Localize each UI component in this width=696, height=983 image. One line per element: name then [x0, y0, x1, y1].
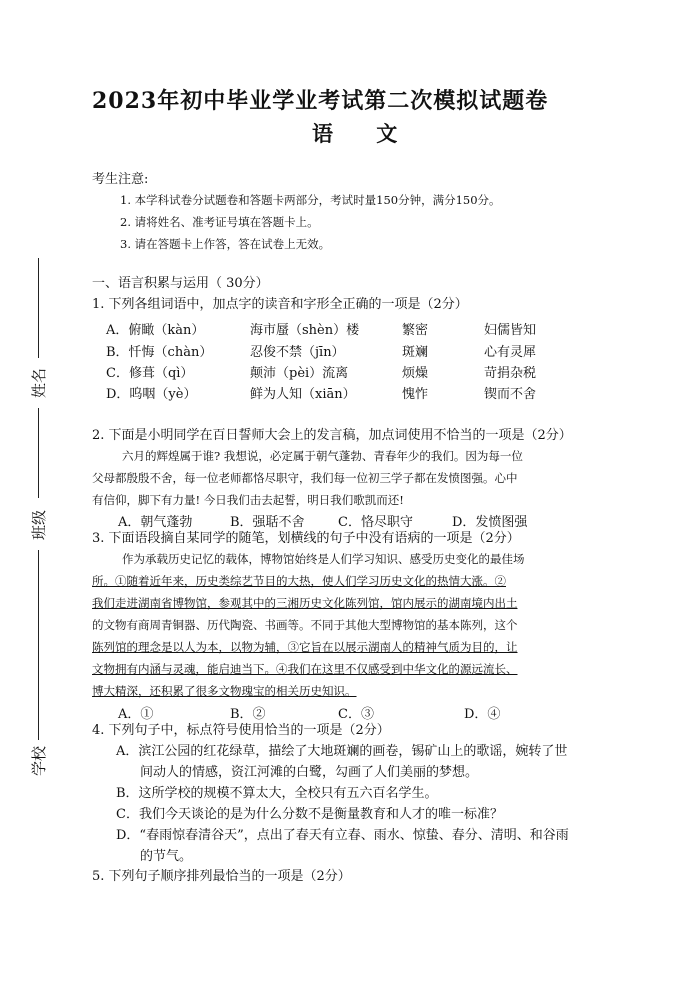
q1-option-a-word3: 繁密	[402, 323, 429, 338]
q4-option-b: B．这所学校的规模不算太大，全校只有五六百名学生。	[116, 786, 438, 801]
q3-option-b: B．②	[230, 707, 266, 722]
name-label: 姓名	[30, 367, 48, 398]
margin-line	[38, 550, 39, 740]
q1-option-d-word2: 鲜为人知（xiān）	[250, 387, 356, 402]
section-heading: 一、语言积累与运用（ 30分）	[92, 276, 269, 291]
q3-option-c: C．③	[338, 707, 374, 722]
q2-option-b: B．强聒不舍	[230, 515, 305, 530]
q1-option-c-word1: C．修葺（qì）	[106, 366, 194, 381]
q2-option-c: C．恪尽职守	[338, 515, 413, 530]
q3-option-d: D．④	[464, 707, 501, 722]
q1-option-c-word3: 烦燥	[402, 366, 429, 381]
q3-passage-line: 陈列馆的理念是以人为本，以物为辅，③它旨在以展示湖南人的精神气质为目的，让	[92, 640, 518, 654]
notice-item: 3. 请在答题卡上作答，答在试卷上无效。	[120, 237, 331, 251]
q4-option-a-line: A．滨江公园的红花绿草，描绘了大地斑斓的画卷，锡矿山上的歌谣，婉转了世	[116, 744, 568, 759]
q2-passage-line: 有信仰，脚下有力量! 今日我们击去起誓，明日我们歌凯而还!	[92, 493, 404, 507]
q4-option-d-line: D．“春雨惊春清谷天”，点出了春天有立春、雨水、惊蛰、春分、清明、和谷雨	[116, 828, 569, 843]
question-4-stem: 4. 下列句子中，标点符号使用恰当的一项是（2分）	[92, 723, 390, 738]
q3-passage-line: 的文物有商周青铜器、历代陶瓷、书画等。不同于其他大型博物馆的基本陈列，这个	[92, 618, 518, 632]
q1-option-a-word2: 海市蜃（shèn）楼	[250, 323, 360, 338]
q3-option-a: A．①	[118, 707, 154, 722]
q3-passage-line: 博大精深，还积累了很多文物瑰宝的相关历史知识。	[92, 684, 357, 698]
q3-passage-line: 作为承载历史记忆的载体，博物馆始终是人们学习知识、感受历史变化的最佳场	[122, 552, 525, 566]
margin-line	[38, 408, 39, 498]
school-label: 学校	[30, 745, 48, 776]
q1-option-c-word2: 颠沛（pèi）流离	[250, 366, 349, 381]
q3-passage-line: 所。①随着近年来，历史类综艺节目的大热，使人们学习历史文化的热情大涨。②	[92, 574, 506, 588]
q1-option-b-word4: 心有灵犀	[484, 345, 537, 360]
subject-title: 语 文	[312, 121, 416, 146]
question-2-stem: 2. 下面是小明同学在百日誓师大会上的发言稿，加点词使用不恰当的一项是（2分）	[92, 428, 572, 443]
question-3-stem: 3. 下面语段摘自某同学的随笔，划横线的句子中没有语病的一项是（2分）	[92, 531, 520, 546]
q4-option-c: C．我们今天谈论的是为什么分数不是衡量教育和人才的唯一标准？	[116, 807, 503, 822]
q2-passage-line: 父母都殷殷不舍，每一位老师都恪尽职守，我们每一位初三学子都在发愤图强。心中	[92, 471, 518, 485]
q2-option-d: D．发愤图强	[452, 515, 528, 530]
question-5-stem: 5. 下列句子顺序排列最恰当的一项是（2分）	[92, 869, 351, 884]
q1-option-b-word1: B．忏悔（chàn）	[106, 345, 213, 360]
margin-line	[38, 258, 39, 358]
q1-option-b-word3: 斑斓	[402, 345, 429, 360]
q4-option-d-line: 的节气。	[140, 849, 193, 864]
question-1-stem: 1. 下列各组词语中，加点字的读音和字形全正确的一项是（2分）	[92, 297, 468, 312]
q3-passage-line: 我们走进湖南省博物馆，参观其中的三湘历史文化陈列馆，馆内展示的湖南境内出土	[92, 596, 518, 610]
q1-option-d-word1: D．呜咽（yè）	[106, 387, 197, 402]
class-label: 班级	[30, 509, 48, 540]
q2-passage-line: 六月的辉煌属于谁? 我想说，必定属于朝气蓬勃、青春年少的我们。因为每一位	[122, 449, 523, 463]
q1-option-b-word2: 忍俊不禁（jīn）	[250, 345, 345, 360]
q3-passage-line: 文物拥有内涵与灵魂，能启迪当下。④我们在这里不仅感受到中华文化的源远流长、	[92, 662, 518, 676]
q1-option-a-word4: 妇儒皆知	[484, 323, 537, 338]
q1-option-a-word1: A．俯瞰（kàn）	[106, 323, 205, 338]
notice-item: 2. 请将姓名、准考证号填在答题卡上。	[120, 215, 319, 229]
notice-heading: 考生注意:	[92, 172, 149, 187]
q1-option-d-word3: 愧怍	[402, 387, 429, 402]
exam-title: 2023年初中毕业学业考试第二次模拟试题卷	[92, 88, 549, 114]
q1-option-d-word4: 锲而不舍	[484, 387, 537, 402]
q4-option-a-line: 间动人的情感，资江河滩的白鹭，勾画了人们美丽的梦想。	[140, 765, 479, 780]
q2-option-a: A．朝气蓬勃	[118, 515, 193, 530]
q1-option-c-word4: 苛捐杂税	[484, 366, 537, 381]
notice-item: 1. 本学科试卷分试题卷和答题卡两部分，考试时量150分钟，满分150分。	[120, 193, 501, 207]
